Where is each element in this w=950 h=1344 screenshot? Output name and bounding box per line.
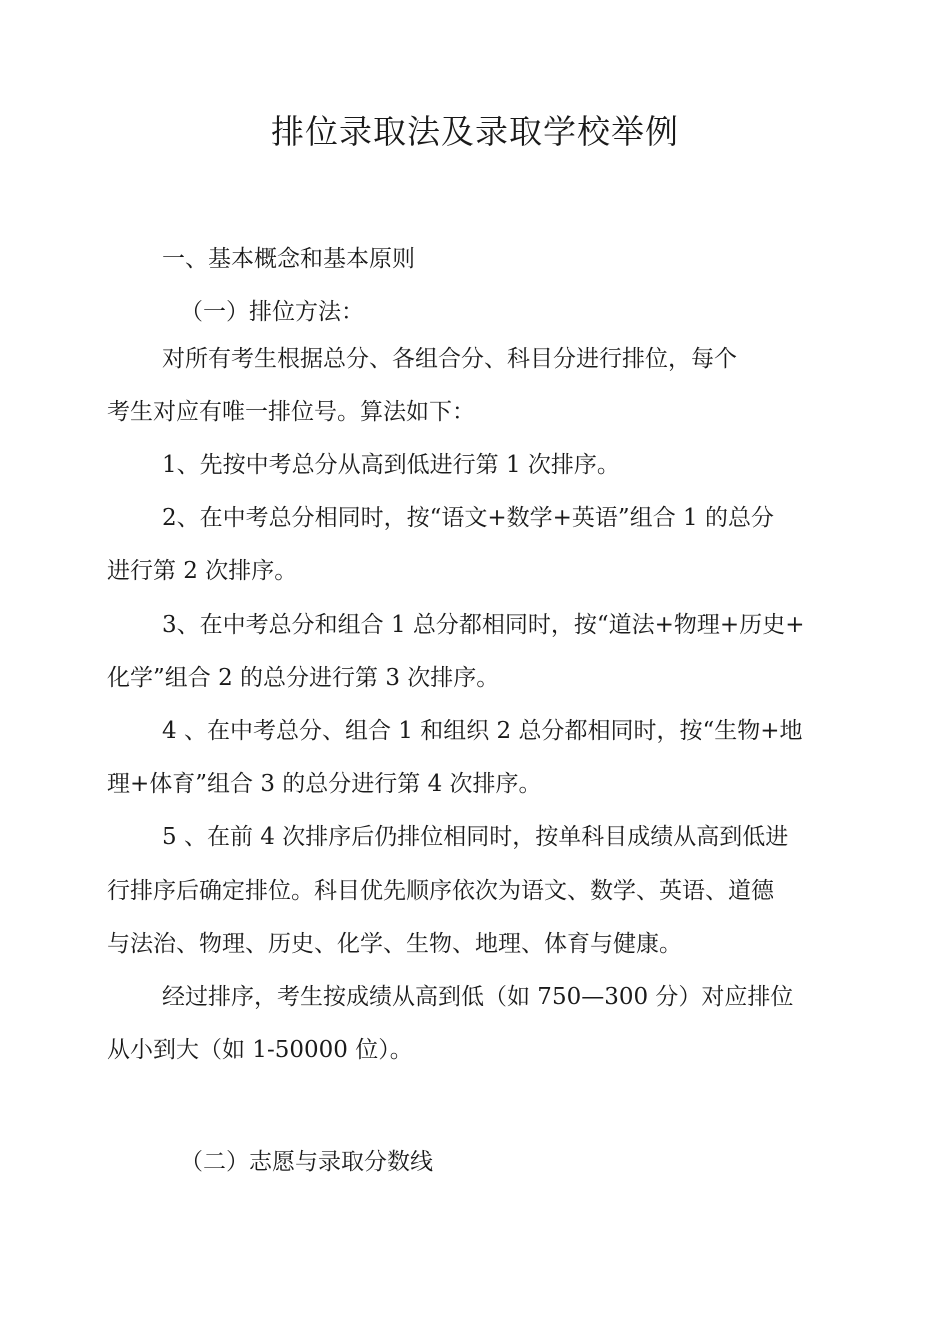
paragraph-line: 化学”组合 2 的总分进行第 3 次排序。 xyxy=(107,665,500,691)
paragraph-line: 3、在中考总分和组合 1 总分都相同时，按“道法+物理+历史+ xyxy=(162,612,805,638)
subsection-heading: （二）志愿与录取分数线 xyxy=(180,1149,433,1175)
paragraph-line: 1、先按中考总分从高到低进行第 1 次排序。 xyxy=(162,452,620,478)
paragraph-line: 4 、在中考总分、组合 1 和组织 2 总分都相同时，按“生物+地 xyxy=(162,718,803,744)
document-title: 排位录取法及录取学校举例 xyxy=(271,112,679,151)
paragraph-line: 对所有考生根据总分、各组合分、科目分进行排位，每个 xyxy=(162,346,737,372)
paragraph-line: 理+体育”组合 3 的总分进行第 4 次排序。 xyxy=(107,771,542,797)
paragraph-line: 5 、在前 4 次排序后仍排位相同时，按单科目成绩从高到低进 xyxy=(162,824,789,850)
paragraph-line: 从小到大（如 1-50000 位）。 xyxy=(107,1037,413,1063)
paragraph-line: 进行第 2 次排序。 xyxy=(107,558,298,584)
subsection-heading: （一）排位方法： xyxy=(180,299,364,325)
paragraph-line: 与法治、物理、历史、化学、生物、地理、体育与健康。 xyxy=(107,931,682,957)
paragraph-line: 行排序后确定排位。科目优先顺序依次为语文、数学、英语、道德 xyxy=(107,878,774,904)
paragraph-line: 2、在中考总分相同时，按“语文+数学+英语”组合 1 的总分 xyxy=(162,505,774,531)
paragraph-line: 考生对应有唯一排位号。算法如下： xyxy=(107,399,475,425)
paragraph-line: 经过排序，考生按成绩从高到低（如 750—300 分）对应排位 xyxy=(162,984,794,1010)
section-heading: 一、基本概念和基本原则 xyxy=(162,246,415,272)
